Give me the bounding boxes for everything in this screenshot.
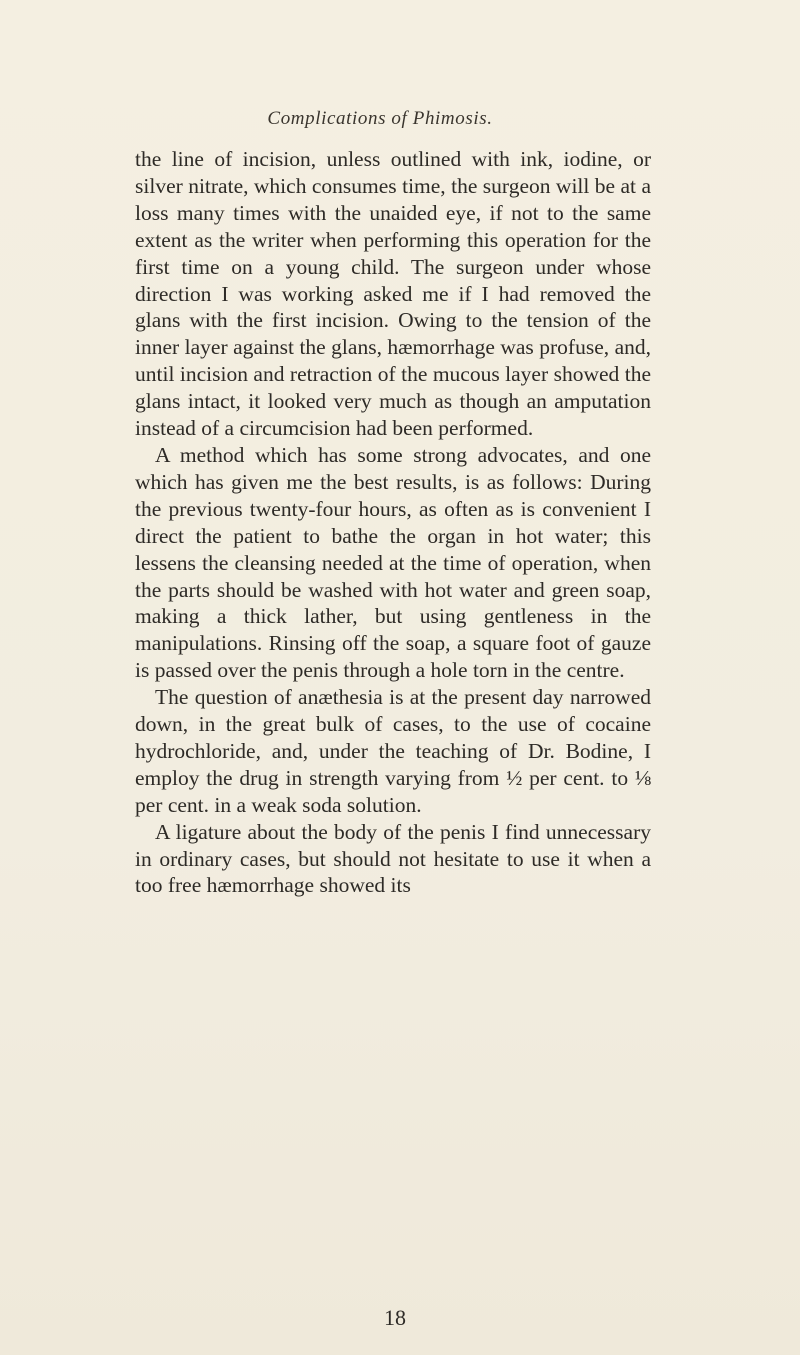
paragraph-incision-continuation: the line of incision, unless outlined with ink, iodine, or silver nitrate, which consumes time, the surgeon will be at a loss many times with the unaided eye, if not to the same extent as the writer when performing this operation for the first time on a young child. The surgeon under whose direction I was working asked me if I had removed the glans with the first incision. Owing to the tension of the inner layer against the glans, hæmorrhage was profuse, and, until incision and retraction of the mucous layer showed the glans intact, it looked very much as though an amputation instead of a circumcision had been performed.	[135, 147, 651, 441]
page-number: 18	[384, 1305, 406, 1330]
paragraph-ligature: A ligature about the body of the penis I find unnecessary in ordinary cases, but should not hesitate to use it when a too free hæmorrhage showed its	[135, 819, 651, 898]
body-text	[135, 146, 651, 899]
paragraph-method: A method which has some strong advocates, and one which has given me the best results, is as follows: During the previous twenty-four hours, as often as is convenient I direct the patient to bathe the organ in hot water; this lessens the cleansing needed at the time of operation, when the parts should be washed with hot water and green soap, making a thick lather, but using gentleness in the manipulations. Rinsing off the soap, a square foot of gauze is passed over the penis through a hole torn in the centre.	[135, 442, 651, 683]
paragraph-anaesthesia: The question of anæthesia is at the present day narrowed down, in the great bulk of cases, to the use of cocaine hydrochloride, and, under the teaching of Dr. Bodine, I employ the drug in strength varying from ½ per cent. to ⅛ per cent. in a weak soda solution.	[135, 685, 651, 817]
running-head-title: Complications of Phimosis.	[267, 108, 493, 129]
